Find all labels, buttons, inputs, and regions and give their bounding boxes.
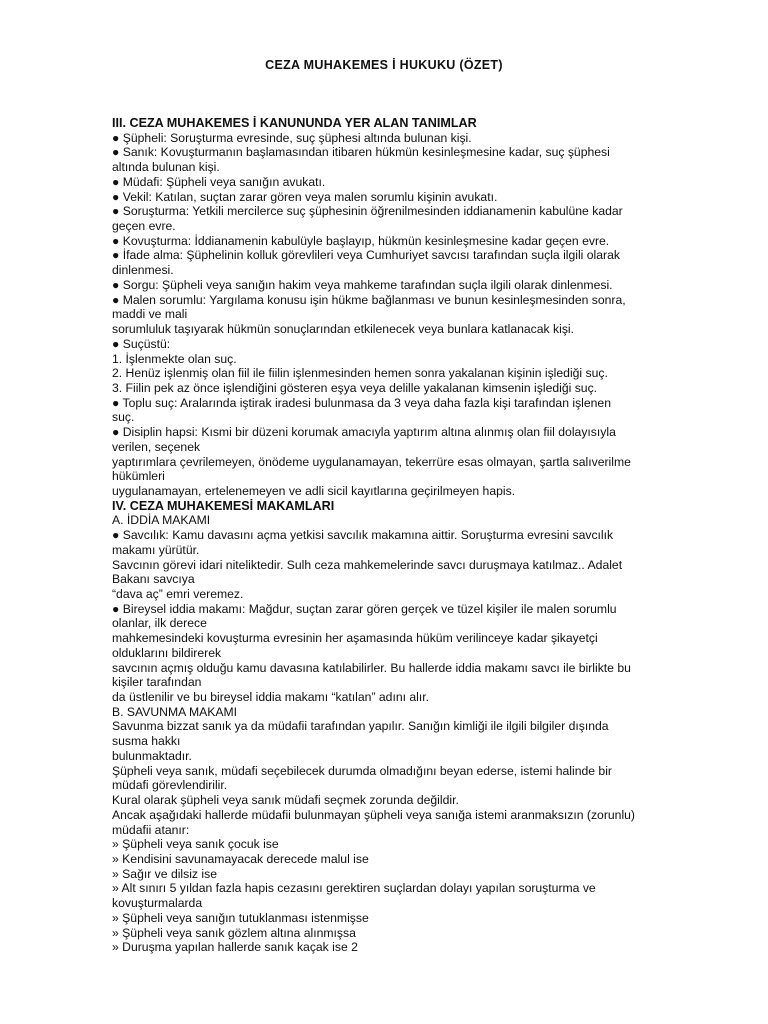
text-line: kişiler tarafından	[112, 675, 202, 690]
text-line: B. SAVUNMA MAKAMI	[112, 704, 238, 719]
text-line: ● Şüpheli: Soruşturma evresinde, suç şüphesi altında bulunan kişi.	[112, 130, 472, 145]
text-line: geçen evre.	[112, 219, 176, 234]
text-line: mahkemesindeki kovuşturma evresinin her aşamasında hüküm verilinceye kadar şikayetçi	[112, 631, 598, 646]
text-line: ● Sorgu: Şüpheli veya sanığın hakim veya mahkeme tarafından suçla ilgili olarak dinlenmesi.	[112, 277, 613, 292]
text-line: dinlenmesi.	[112, 263, 174, 278]
text-line: » Duruşma yapılan hallerde sanık kaçak ise 2	[112, 940, 358, 955]
text-line: olanlar, ilk derece	[112, 616, 207, 631]
text-line: sorumluluk taşıyarak hükmün sonuçlarından etkilenecek veya bunlara katlanacak kişi.	[112, 322, 575, 337]
text-line: » Şüpheli veya sanık çocuk ise	[112, 837, 279, 852]
text-line: müdafi görevlendirilir.	[112, 778, 228, 793]
text-line: ● Savcılık: Kamu davasını açma yetkisi savcılık makamına aittir. Soruşturma evresini savcılık	[112, 528, 614, 543]
document-title: CEZA MUHAKEMES İ HUKUKU (ÖZET)	[265, 58, 503, 72]
text-line: ● Toplu suç: Aralarında iştirak iradesi bulunmasa da 3 veya daha fazla kişi tarafından işlenen	[112, 395, 611, 410]
text-line: » Sağır ve dilsiz ise	[112, 866, 217, 881]
text-line: olduklarını bildirerek	[112, 645, 222, 660]
text-line: Kural olarak şüpheli veya sanık müdafi seçmek zorunda değildir.	[112, 793, 459, 808]
text-line: 2. Henüz işlenmiş olan fiil ile fiilin işlenmesinden hemen sonra yakalanan kişinin işlediği suç.	[112, 366, 608, 381]
text-line: ● Suçüstü:	[112, 336, 171, 351]
text-line: Bakanı savcıya	[112, 572, 195, 587]
text-line: ● Disiplin hapsi: Kısmi bir düzeni korumak amacıyla yaptırım altına alınmış olan fiil dolayısıyla	[112, 425, 616, 440]
text-line: hükümleri	[112, 469, 165, 484]
text-line: uygulanamayan, ertelenemeyen ve adli sicil kayıtlarına geçirilmeyen hapis.	[112, 483, 516, 498]
text-line: makamı yürütür.	[112, 542, 200, 557]
text-line: ● Vekil: Katılan, suçtan zarar gören veya malen sorumlu kişinin avukatı.	[112, 189, 498, 204]
text-line: » Şüpheli veya sanığın tutuklanması istenmişse	[112, 910, 369, 925]
text-line: Şüpheli veya sanık, müdafi seçebilecek durumda olmadığını beyan ederse, istemi halinde bir	[112, 763, 612, 778]
text-line: bulunmaktadır.	[112, 748, 192, 763]
text-line: maddi ve mali	[112, 307, 188, 322]
text-line: » Şüpheli veya sanık gözlem altına alınmışsa	[112, 925, 356, 940]
document-body	[112, 116, 660, 955]
text-line: ● Bireysel iddia makamı: Mağdur, suçtan zarar gören gerçek ve tüzel kişiler ile malen sorumlu	[112, 601, 617, 616]
text-line: “dava aç” emri veremez.	[112, 587, 244, 601]
text-line: savcının açmış olduğu kamu davasına katılabilirler. Bu hallerde iddia makamı savcı ile birlikte bu	[112, 660, 631, 675]
text-line: Savcının görevi idari niteliktedir. Sulh ceza mahkemelerinde savcı duruşmaya katılmaz.. Adalet	[112, 557, 623, 572]
text-line: 3. Fiilin pek az önce işlendiğini gösteren eşya veya delille yakalanan kimsenin işlediği suç.	[112, 380, 598, 395]
text-line: 1. İşlenmekte olan suç.	[112, 351, 237, 366]
text-line: ● Sanık: Kovuşturmanın başlamasından itibaren hükmün kesinleşmesine kadar, suç şüphesi	[112, 145, 610, 160]
text-line: susma hakkı	[112, 734, 181, 749]
text-line: ● Malen sorumlu: Yargılama konusu işin hükme bağlanması ve bunun kesinleşmesinden sonra,	[112, 292, 626, 307]
text-line: » Alt sınırı 5 yıldan fazla hapis cezasını gerektiren suçlardan dolayı yapılan soruşturma ve	[112, 881, 596, 896]
text-line: Ancak aşağıdaki hallerde müdafii bulunmayan şüpheli veya sanığa istemi aranmaksızın (zorunlu)	[112, 807, 635, 822]
text-line: müdafii atanır:	[112, 822, 190, 837]
section-heading: IV. CEZA MUHAKEMESİ MAKAMLARI	[112, 498, 335, 513]
text-line: suç.	[112, 410, 135, 425]
text-line: verilen, seçenek	[112, 439, 201, 454]
text-line: » Kendisini savunamayacak derecede malul ise	[112, 851, 369, 866]
text-line: A. İDDİA MAKAMI	[112, 513, 211, 528]
text-line: kovuşturmalarda	[112, 896, 203, 911]
text-line: Savunma bizzat sanık ya da müdafii tarafından yapılır. Sanığın kimliği ile ilgili bilgiler dışında	[112, 719, 609, 734]
text-line: ● Soruşturma: Yetkili mercilerce suç şüphesinin öğrenilmesinden iddianamenin kabulüne kadar	[112, 204, 623, 219]
text-line: da üstlenilir ve bu bireysel iddia makamı “katılan” adını alır.	[112, 690, 430, 705]
section-heading: III. CEZA MUHAKEMES İ KANUNUNDA YER ALAN TANIMLAR	[112, 116, 477, 130]
text-line: ● Müdafi: Şüpheli veya sanığın avukatı.	[112, 174, 326, 189]
text-line: altında bulunan kişi.	[112, 160, 220, 175]
text-line: ● İfade alma: Şüphelinin kolluk görevlileri veya Cumhuriyet savcısı tarafından suçla ilgili olarak	[112, 248, 620, 263]
text-line: yaptırımlara çevrilemeyen, önödeme uygulanamayan, tekerrüre esas olmayan, şartla salıverilme	[112, 454, 631, 469]
text-line: ● Kovuşturma: İddianamenin kabulüyle başlayıp, hükmün kesinleşmesine kadar geçen evre.	[112, 233, 610, 248]
